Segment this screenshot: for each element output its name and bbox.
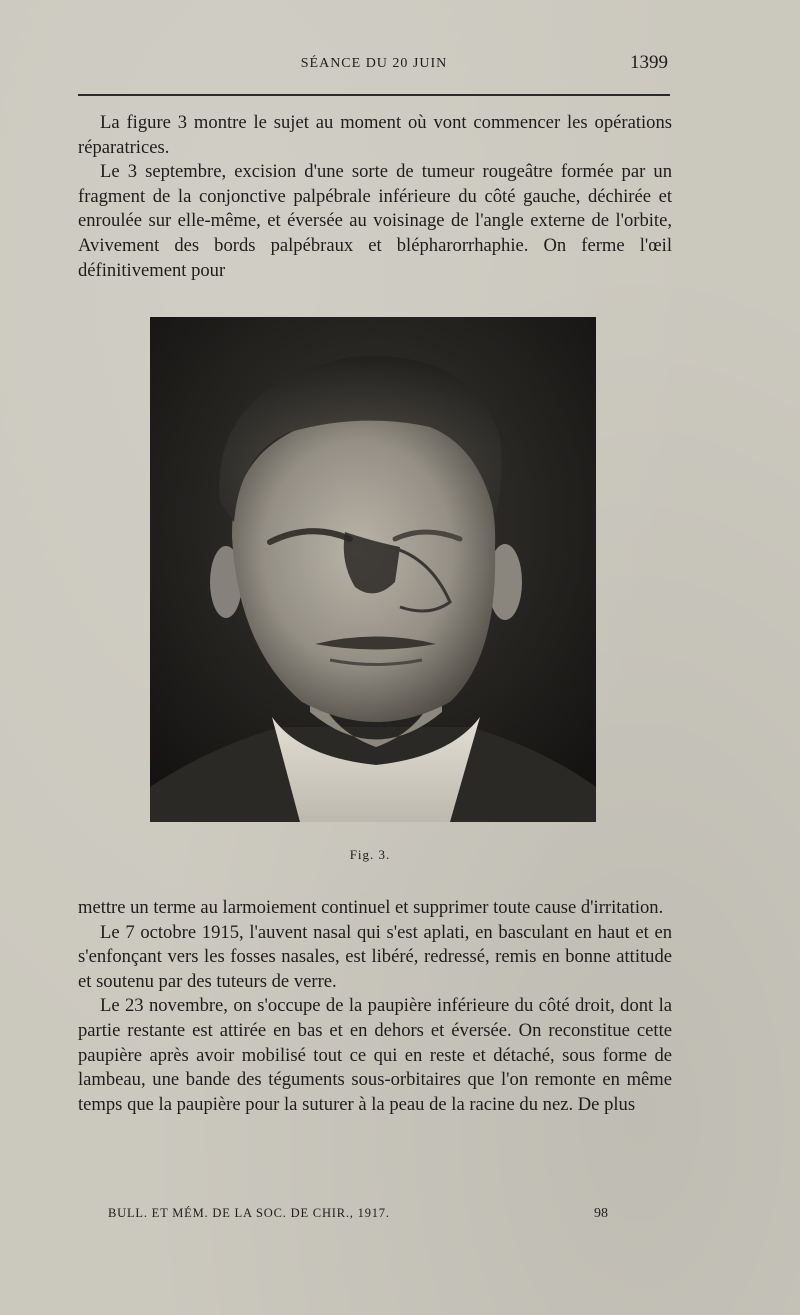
paragraph: Le 3 septembre, excision d'une sorte de tumeur rougeâtre formée par un fragment de la conjonctive palpébrale inférieure du côté gauche, déchirée et enroulée sur elle-même, et éversée au voisinage de l'angle externe de l'orbite, Avivement des bords palpébraux et blépharorrhaphie. On ferme l'œil définitivement pour	[78, 161, 672, 281]
paragraph: mettre un terme au larmoiement continuel et supprimer toute cause d'irritation.	[78, 897, 664, 918]
text-block-top	[78, 111, 672, 283]
page-number: 1399	[630, 52, 668, 73]
paragraph: La figure 3 montre le sujet au moment où vont commencer les opérations réparatrices.	[78, 112, 672, 158]
text-block-bottom	[78, 896, 672, 1117]
paragraph: Le 23 novembre, on s'occupe de la paupière inférieure du côté droit, dont la partie restante est attirée en bas et en dehors et éversée. On reconstitue cette paupière après avoir mobilisé tout ce qui en reste et détaché, sous forme de lambeau, une bande des téguments sous-orbitaires que l'on remonte en même temps que la paupière pour la suturer à la peau de la racine du nez. De plus	[78, 995, 672, 1115]
page-footer	[108, 1206, 608, 1226]
footer-journal: BULL. ET MÉM. DE LA SOC. DE CHIR., 1917.	[108, 1206, 390, 1220]
page-header	[78, 52, 670, 80]
header-rule	[78, 94, 670, 96]
portrait-photo	[150, 317, 596, 822]
running-head: SÉANCE DU 20 JUIN	[300, 56, 448, 71]
footer-signature: 98	[594, 1206, 608, 1221]
paragraph: Le 7 octobre 1915, l'auvent nasal qui s'est aplati, en basculant en haut et en s'enfonçant vers les fosses nasales, est libéré, redressé, remis en bonne attitude et soutenu par des tuteurs de verre.	[78, 921, 672, 992]
figure-caption: Fig. 3.	[349, 847, 391, 862]
figure-photograph	[150, 317, 596, 822]
